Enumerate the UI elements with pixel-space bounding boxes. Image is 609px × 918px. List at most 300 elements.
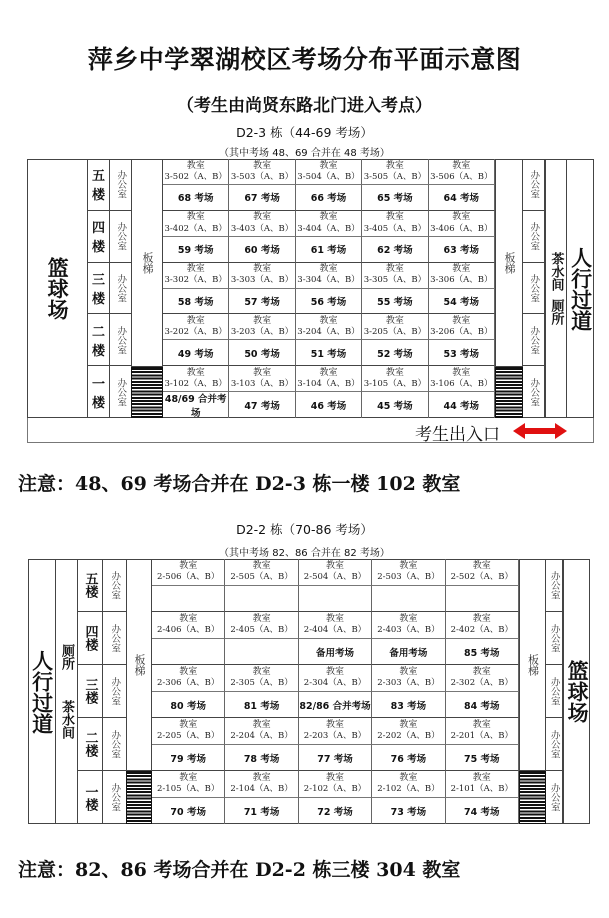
classroom-label: 教室 (385, 264, 404, 275)
exam-room-cell (296, 185, 362, 211)
exam-room-label: 59 考场 (177, 245, 214, 257)
exam-room-label: 66 考场 (310, 193, 347, 205)
exam-room-label: 82/86 合并考场 (299, 700, 371, 712)
classroom-code: 3-505（A、B） (363, 171, 427, 182)
building-d22-note: （其中考场 82、86 合并在 82 考场） (219, 548, 390, 559)
classroom-code: 3-305（A、B） (363, 275, 427, 286)
office-left (110, 211, 131, 263)
classroom-code: 3-306（A、B） (430, 275, 493, 286)
exam-room-cell (229, 289, 295, 315)
classroom-label: 教室 (186, 367, 205, 378)
office-right (523, 366, 545, 418)
classroom-cell (152, 665, 225, 692)
exam-room-cell (225, 745, 298, 771)
classroom-cell (225, 771, 298, 798)
office-right (546, 771, 563, 824)
classroom-cell (229, 263, 295, 289)
exam-room-cell (163, 237, 229, 263)
classroom-cell (296, 366, 362, 392)
office-label: 办公室 (115, 325, 127, 355)
toilet-label: 厕所 (548, 299, 564, 325)
exam-room-label: 47 考场 (244, 401, 280, 413)
classroom-cell (163, 263, 229, 289)
office-label: 办公室 (548, 676, 560, 706)
exam-room-label: 57 考场 (244, 296, 280, 308)
exam-room-cell (372, 586, 445, 612)
classroom-cell (429, 211, 495, 237)
classroom-label: 教室 (252, 561, 271, 572)
classroom-label: 教室 (253, 212, 272, 223)
basketball-court-label: 篮球场 (565, 660, 591, 723)
exam-room-label: 56 考场 (310, 296, 347, 308)
exam-room-cell (225, 639, 298, 665)
floor-name: 三楼 (91, 272, 105, 307)
classroom-cell (152, 612, 225, 639)
classroom-label: 教室 (399, 561, 418, 572)
office-label: 办公室 (528, 273, 540, 303)
classroom-code: 3-406（A、B） (430, 223, 493, 234)
building-d23-title: D2-3 栋（44-69 考场） (236, 125, 373, 140)
floor-label-cell (78, 718, 103, 771)
classroom-cell (299, 771, 372, 798)
classroom-cell (296, 314, 362, 340)
exam-room-label: 备用考场 (389, 647, 428, 659)
classroom-code: 3-204（A、B） (297, 327, 360, 338)
classroom-code: 2-306（A、B） (157, 678, 220, 689)
classroom-label: 教室 (186, 316, 205, 327)
classroom-label: 教室 (472, 561, 491, 572)
left-stair-icon (126, 771, 152, 824)
exam-room-cell (163, 289, 229, 315)
classroom-code: 3-303（A、B） (230, 275, 294, 286)
exam-room-cell (299, 745, 372, 771)
exam-room-cell (372, 639, 445, 665)
exam-room-label: 45 考场 (377, 401, 413, 413)
office-label: 办公室 (115, 170, 127, 199)
office-label: 办公室 (115, 273, 127, 303)
office-right (546, 559, 563, 612)
exam-room-label: 68 考场 (177, 193, 214, 205)
classroom-label: 教室 (472, 773, 491, 784)
classroom-label: 教室 (319, 316, 338, 327)
classroom-label: 教室 (325, 561, 344, 572)
classroom-cell (372, 665, 445, 692)
classroom-cell (446, 771, 519, 798)
floor-label-cell (88, 366, 110, 418)
classroom-code: 2-304（A、B） (303, 678, 367, 689)
classroom-cell (362, 211, 428, 237)
classroom-code: 2-201（A、B） (450, 731, 513, 742)
classroom-label: 教室 (399, 614, 418, 625)
exam-room-cell (296, 392, 362, 418)
exam-room-label: 80 考场 (170, 700, 206, 712)
classroom-code: 2-202（A、B） (377, 731, 440, 742)
exam-room-label: 55 考场 (377, 296, 413, 308)
floor-label-cell (78, 665, 103, 718)
classroom-code: 2-403（A、B） (377, 625, 440, 636)
classroom-code: 3-302（A、B） (164, 275, 227, 286)
office-label: 办公室 (548, 783, 560, 812)
classroom-cell (372, 718, 445, 745)
page-subtitle: （考生由尚贤东路北门进入考点） (177, 96, 432, 116)
exam-room-label: 84 考场 (464, 700, 500, 712)
walkway-label: 人行过道 (568, 246, 594, 331)
floor-label-cell (88, 314, 110, 366)
classroom-label: 教室 (385, 367, 404, 378)
classroom-code: 2-404（A、B） (303, 625, 367, 636)
classroom-cell (446, 559, 519, 586)
exam-room-cell (362, 392, 428, 418)
office-left (103, 771, 126, 824)
classroom-cell (163, 314, 229, 340)
exam-room-cell (229, 340, 295, 366)
exam-room-cell (429, 185, 495, 211)
classroom-cell (446, 718, 519, 745)
classroom-code: 2-205（A、B） (157, 731, 220, 742)
office-left (110, 263, 131, 315)
classroom-label: 教室 (179, 561, 198, 572)
exam-room-cell (225, 798, 298, 824)
office-right (523, 263, 545, 315)
classroom-label: 教室 (325, 720, 344, 731)
classroom-label: 教室 (252, 614, 271, 625)
floor-name: 四楼 (82, 625, 98, 651)
exam-room-cell (446, 586, 519, 612)
exam-room-label: 74 考场 (464, 807, 500, 818)
exam-room-cell (229, 392, 295, 418)
classroom-label: 教室 (253, 367, 272, 378)
classroom-code: 3-304（A、B） (297, 275, 360, 286)
floor-name: 四楼 (91, 221, 105, 256)
tea-room-label: 茶水间 (59, 700, 74, 739)
exam-room-label: 71 考场 (243, 807, 280, 818)
classroom-code: 3-506（A、B） (430, 171, 493, 182)
building-d22-title: D2-2 栋（70-86 考场） (236, 522, 373, 537)
tea-room-toilet (545, 159, 567, 418)
classroom-cell (229, 211, 295, 237)
classroom-code: 2-102（A、B） (303, 784, 367, 795)
office-left (110, 366, 131, 418)
classroom-cell (296, 263, 362, 289)
exam-room-label: 63 考场 (443, 245, 480, 257)
pedestrian-walkway (28, 559, 56, 824)
classroom-cell (163, 366, 229, 392)
classroom-cell (446, 665, 519, 692)
floor-name: 三楼 (82, 678, 98, 704)
exam-room-cell (296, 237, 362, 263)
classroom-label: 教室 (252, 773, 271, 784)
classroom-label: 教室 (319, 367, 338, 378)
classroom-label: 教室 (385, 212, 404, 223)
exam-room-cell (372, 798, 445, 824)
exam-room-cell (299, 692, 372, 718)
classroom-cell (299, 665, 372, 692)
classroom-cell (225, 559, 298, 586)
floor-label-cell (78, 559, 103, 612)
floor-label-cell (78, 771, 103, 824)
exam-room-cell (152, 586, 225, 612)
classroom-label: 教室 (319, 212, 338, 223)
right-stair-icon (519, 771, 546, 824)
exam-room-label: 48/69 合并考场 (164, 394, 227, 420)
exam-room-cell (446, 798, 519, 824)
classroom-label: 教室 (179, 773, 198, 784)
right-stair-icon (495, 367, 523, 418)
classroom-label: 教室 (472, 614, 491, 625)
exam-room-label: 78 考场 (243, 753, 280, 765)
classroom-cell (372, 771, 445, 798)
classroom-code: 3-404（A、B） (297, 223, 360, 234)
building-d23-floorplan (27, 159, 594, 443)
office-left (110, 314, 131, 366)
exam-room-label: 44 考场 (443, 401, 480, 413)
floor-name: 二楼 (82, 731, 98, 757)
floor-name: 二楼 (91, 324, 105, 359)
classroom-label: 教室 (385, 160, 404, 171)
footnote-d22: 注意：82、86 考场合并在 D2-2 栋三楼 304 教室 (18, 859, 461, 881)
classroom-code: 3-102（A、B） (164, 379, 227, 390)
office-label: 办公室 (548, 729, 560, 759)
office-label: 办公室 (528, 325, 540, 355)
classroom-label: 教室 (472, 667, 491, 678)
exam-room-cell (163, 392, 229, 418)
office-right (546, 665, 563, 718)
classroom-label: 教室 (452, 212, 471, 223)
classroom-code: 3-103（A、B） (230, 379, 294, 390)
exam-room-label: 53 考场 (443, 348, 480, 360)
classroom-cell (299, 612, 372, 639)
classroom-label: 教室 (253, 316, 272, 327)
classroom-code: 2-504（A、B） (303, 572, 367, 583)
office-label: 办公室 (109, 676, 121, 706)
stair-label: 板梯 (133, 653, 146, 676)
tea-room-label: 茶水间 (548, 252, 564, 291)
left-stairwell (131, 159, 163, 367)
exam-room-cell (372, 745, 445, 771)
classroom-code: 3-403（A、B） (230, 223, 294, 234)
classroom-code: 3-402（A、B） (164, 223, 227, 234)
exam-room-label: 67 考场 (244, 193, 280, 205)
classroom-cell (372, 612, 445, 639)
classroom-label: 教室 (186, 212, 205, 223)
right-stairwell (519, 559, 546, 771)
office-label: 办公室 (109, 623, 121, 653)
stair-label: 板梯 (526, 653, 540, 676)
classroom-label: 教室 (319, 160, 338, 171)
exam-room-label: 54 考场 (443, 296, 480, 308)
classroom-cell (429, 314, 495, 340)
floor-label-cell (88, 263, 110, 315)
toilet-tea-room (56, 559, 78, 824)
stair-label: 板梯 (503, 251, 516, 274)
classroom-label: 教室 (186, 160, 205, 171)
exam-room-label: 62 考场 (377, 245, 413, 257)
exam-room-cell (362, 185, 428, 211)
exam-room-label: 77 考场 (317, 753, 353, 765)
classroom-label: 教室 (325, 614, 344, 625)
basketball-court (563, 559, 590, 824)
classroom-code: 3-104（A、B） (297, 379, 360, 390)
office-right (523, 211, 545, 263)
classroom-cell (362, 263, 428, 289)
classroom-code: 2-104（A、B） (230, 784, 293, 795)
exam-room-cell (362, 289, 428, 315)
floor-label-cell (88, 211, 110, 263)
walkway-label: 人行过道 (29, 649, 55, 734)
exam-room-cell (152, 798, 225, 824)
pedestrian-walkway (567, 159, 594, 418)
exam-room-cell (296, 289, 362, 315)
classroom-code: 3-502（A、B） (164, 171, 227, 182)
classroom-code: 2-102（A、B） (377, 784, 440, 795)
exam-room-cell (429, 289, 495, 315)
exam-room-label: 60 考场 (244, 245, 280, 257)
office-label: 办公室 (528, 170, 540, 199)
classroom-label: 教室 (325, 667, 344, 678)
exam-room-cell (225, 692, 298, 718)
exam-room-cell (152, 745, 225, 771)
classroom-cell (299, 559, 372, 586)
office-right (546, 718, 563, 771)
office-left (110, 159, 131, 211)
floor-name: 一楼 (91, 377, 105, 412)
exam-room-label: 83 考场 (390, 700, 427, 712)
office-label: 办公室 (109, 783, 121, 812)
classroom-code: 2-203（A、B） (303, 731, 367, 742)
exam-room-label: 85 考场 (464, 647, 500, 659)
exam-room-label: 79 考场 (170, 753, 206, 765)
exam-room-label: 76 考场 (390, 753, 427, 765)
classroom-label: 教室 (179, 720, 198, 731)
classroom-code: 2-402（A、B） (450, 625, 513, 636)
classroom-code: 2-406（A、B） (157, 625, 220, 636)
exam-room-cell (225, 586, 298, 612)
classroom-label: 教室 (252, 667, 271, 678)
exam-room-cell (429, 237, 495, 263)
classroom-code: 3-202（A、B） (164, 327, 227, 338)
page-title: 萍乡中学翠湖校区考场分布平面示意图 (87, 45, 522, 74)
classroom-cell (225, 665, 298, 692)
exam-room-label: 46 考场 (310, 401, 347, 413)
office-label: 办公室 (528, 377, 540, 407)
exam-room-label: 51 考场 (310, 348, 347, 360)
double-arrow-icon (513, 423, 567, 439)
classroom-code: 2-405（A、B） (230, 625, 293, 636)
classroom-code: 3-405（A、B） (363, 223, 427, 234)
exam-room-label: 70 考场 (170, 807, 206, 818)
classroom-code: 2-303（A、B） (377, 678, 440, 689)
classroom-code: 2-302（A、B） (450, 678, 513, 689)
classroom-code: 3-206（A、B） (430, 327, 493, 338)
floor-name: 五楼 (91, 169, 105, 204)
classroom-label: 教室 (452, 367, 471, 378)
exam-room-cell (152, 639, 225, 665)
office-label: 办公室 (109, 729, 121, 759)
classroom-label: 教室 (319, 264, 338, 275)
exam-room-label: 58 考场 (177, 296, 214, 308)
classroom-cell (225, 718, 298, 745)
footnote-d23: 注意：48、69 考场合并在 D2-3 栋一楼 102 教室 (18, 473, 461, 495)
classroom-cell (429, 159, 495, 185)
classroom-code: 3-106（A、B） (430, 379, 493, 390)
classroom-cell (225, 612, 298, 639)
exam-room-cell (446, 745, 519, 771)
exam-room-cell (446, 692, 519, 718)
exam-room-cell (362, 340, 428, 366)
classroom-code: 3-205（A、B） (363, 327, 427, 338)
left-stairwell (126, 559, 152, 771)
classroom-code: 2-305（A、B） (230, 678, 293, 689)
exam-room-cell (296, 340, 362, 366)
classroom-label: 教室 (186, 264, 205, 275)
office-label: 办公室 (109, 570, 121, 600)
classroom-code: 2-105（A、B） (157, 784, 220, 795)
classroom-cell (362, 366, 428, 392)
exam-room-cell (429, 392, 495, 418)
exam-room-cell (446, 639, 519, 665)
office-left (103, 612, 126, 665)
exam-room-label: 81 考场 (243, 700, 280, 712)
basketball-court-label: 篮球场 (45, 257, 71, 320)
classroom-cell (163, 159, 229, 185)
classroom-label: 教室 (399, 667, 418, 678)
classroom-code: 3-203（A、B） (230, 327, 294, 338)
exam-room-cell (362, 237, 428, 263)
exam-room-cell (429, 340, 495, 366)
exam-room-cell (229, 185, 295, 211)
exam-room-cell (229, 237, 295, 263)
office-label: 办公室 (528, 221, 540, 251)
exam-room-label: 备用考场 (315, 647, 354, 659)
classroom-code: 2-204（A、B） (230, 731, 293, 742)
classroom-label: 教室 (179, 614, 198, 625)
classroom-cell (229, 366, 295, 392)
classroom-cell (229, 159, 295, 185)
office-left (103, 559, 126, 612)
classroom-cell (296, 159, 362, 185)
office-right (546, 612, 563, 665)
classroom-label: 教室 (253, 160, 272, 171)
stair-label: 板梯 (141, 251, 154, 274)
building-d23-note: （其中考场 48、69 合并在 48 考场） (219, 148, 390, 159)
classroom-code: 2-503（A、B） (377, 572, 440, 583)
exam-room-label: 50 考场 (244, 348, 280, 360)
office-label: 办公室 (548, 623, 560, 653)
exam-room-cell (299, 639, 372, 665)
office-left (103, 665, 126, 718)
classroom-cell (152, 771, 225, 798)
classroom-cell (163, 211, 229, 237)
exam-room-cell (163, 185, 229, 211)
exam-room-cell (299, 798, 372, 824)
classroom-cell (152, 559, 225, 586)
office-right (523, 159, 545, 211)
classroom-cell (429, 263, 495, 289)
classroom-code: 3-504（A、B） (297, 171, 360, 182)
right-stairwell (495, 159, 523, 367)
classroom-label: 教室 (399, 720, 418, 731)
classroom-cell (362, 159, 428, 185)
exam-room-label: 75 考场 (464, 753, 500, 765)
classroom-code: 2-506（A、B） (157, 572, 220, 583)
left-stair-icon (131, 367, 163, 418)
classroom-label: 教室 (452, 264, 471, 275)
floor-name: 五楼 (82, 572, 98, 598)
exam-room-label: 72 考场 (317, 807, 353, 818)
office-label: 办公室 (548, 570, 560, 600)
classroom-cell (446, 612, 519, 639)
floor-name: 一楼 (82, 784, 98, 811)
